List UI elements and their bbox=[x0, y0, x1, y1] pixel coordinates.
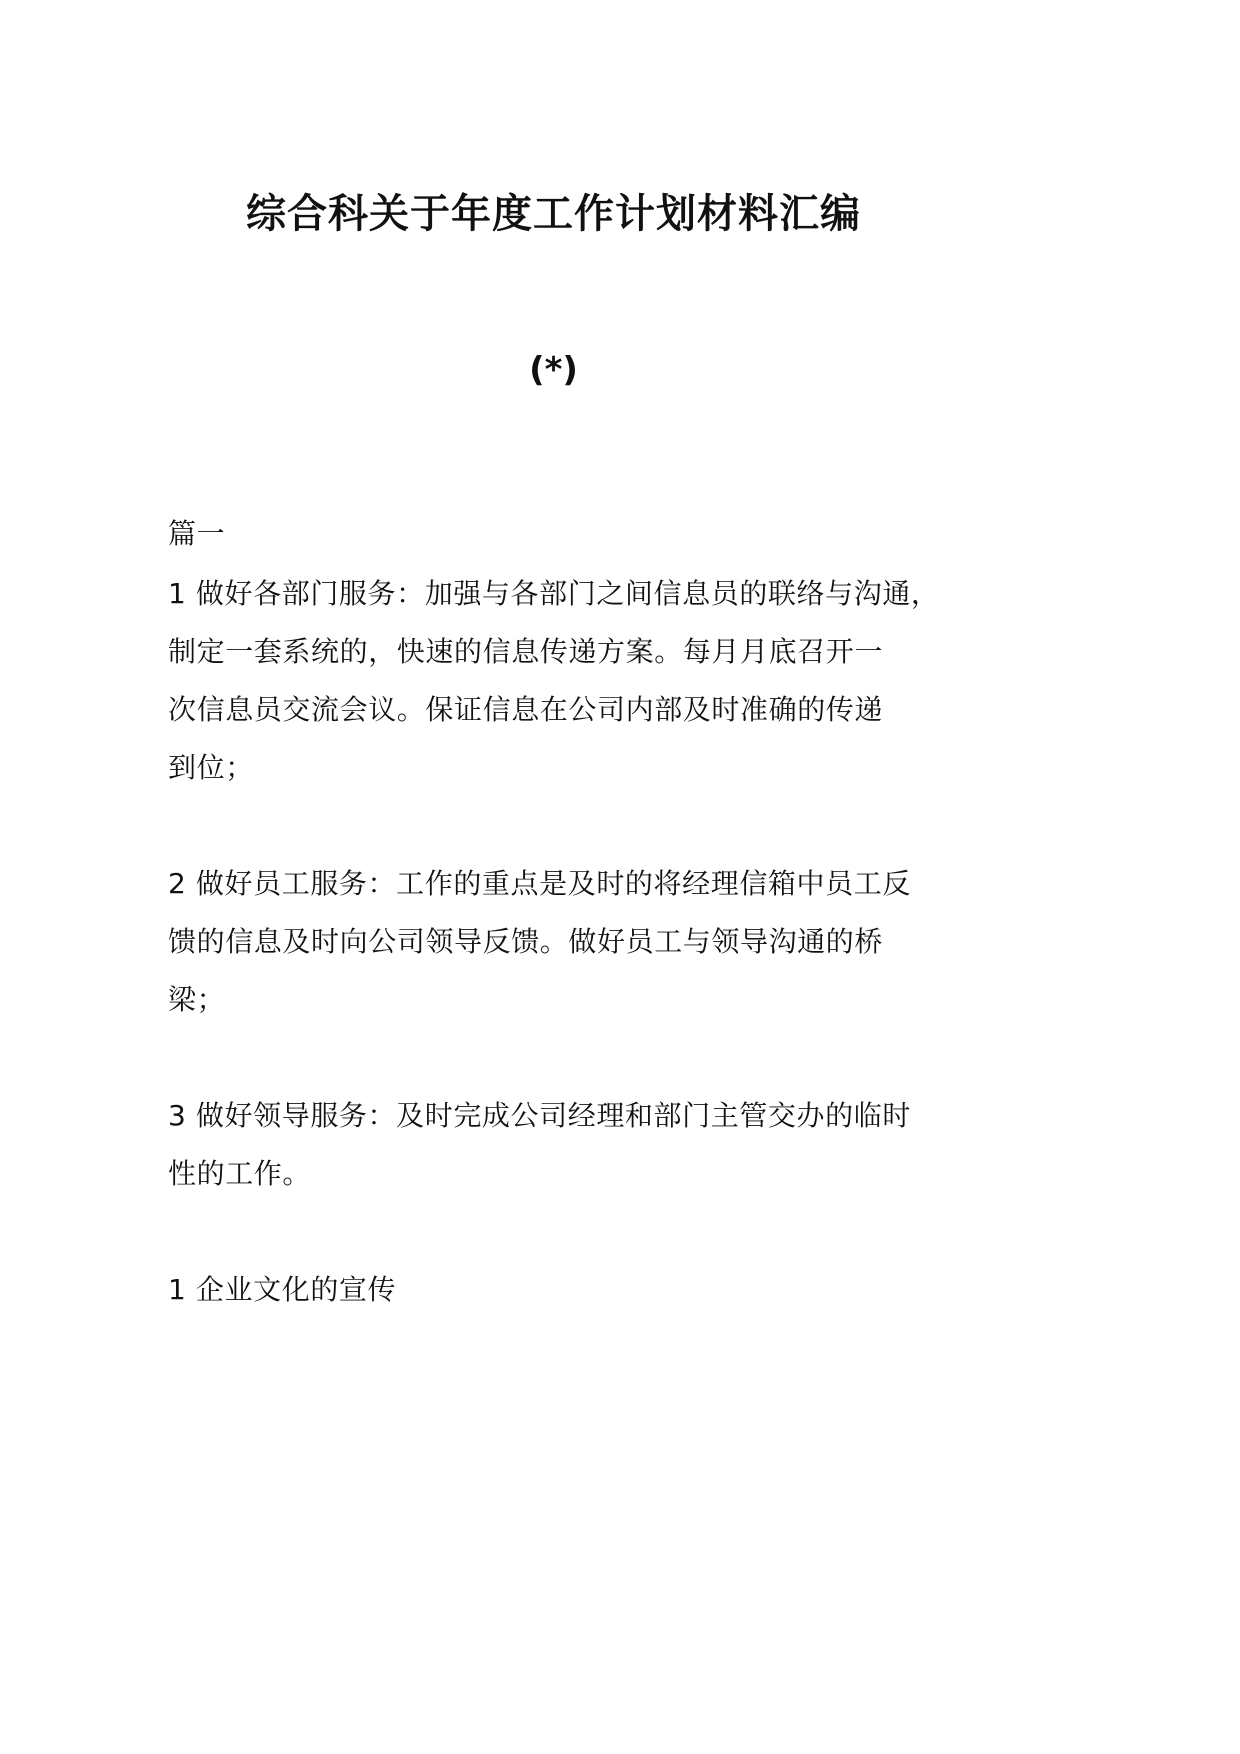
text-line: 到位； bbox=[168, 751, 254, 784]
text-line: 3 做好领导服务：及时完成公司经理和部门主管交办的临时 bbox=[168, 1099, 911, 1132]
document-subtitle: (*) bbox=[529, 350, 578, 390]
text-line: 馈的信息及时向公司领导反馈。做好员工与领导沟通的桥 bbox=[168, 925, 884, 958]
document-title: 综合科关于年度工作计划材料汇编 bbox=[246, 191, 861, 237]
text-line: 梁； bbox=[168, 983, 226, 1016]
text-line: 制定一套系统的，快速的信息传递方案。每月月底召开一 bbox=[168, 635, 884, 668]
text-line: 性的工作。 bbox=[168, 1157, 312, 1190]
text-line: 1 做好各部门服务：加强与各部门之间信息员的联络与沟通， bbox=[168, 577, 940, 610]
text-line: 1 企业文化的宣传 bbox=[168, 1273, 397, 1306]
text-line: 2 做好员工服务：工作的重点是及时的将经理信箱中员工反 bbox=[168, 867, 911, 900]
section-heading: 篇一 bbox=[168, 517, 226, 550]
text-line: 次信息员交流会议。保证信息在公司内部及时准确的传递 bbox=[168, 693, 884, 726]
